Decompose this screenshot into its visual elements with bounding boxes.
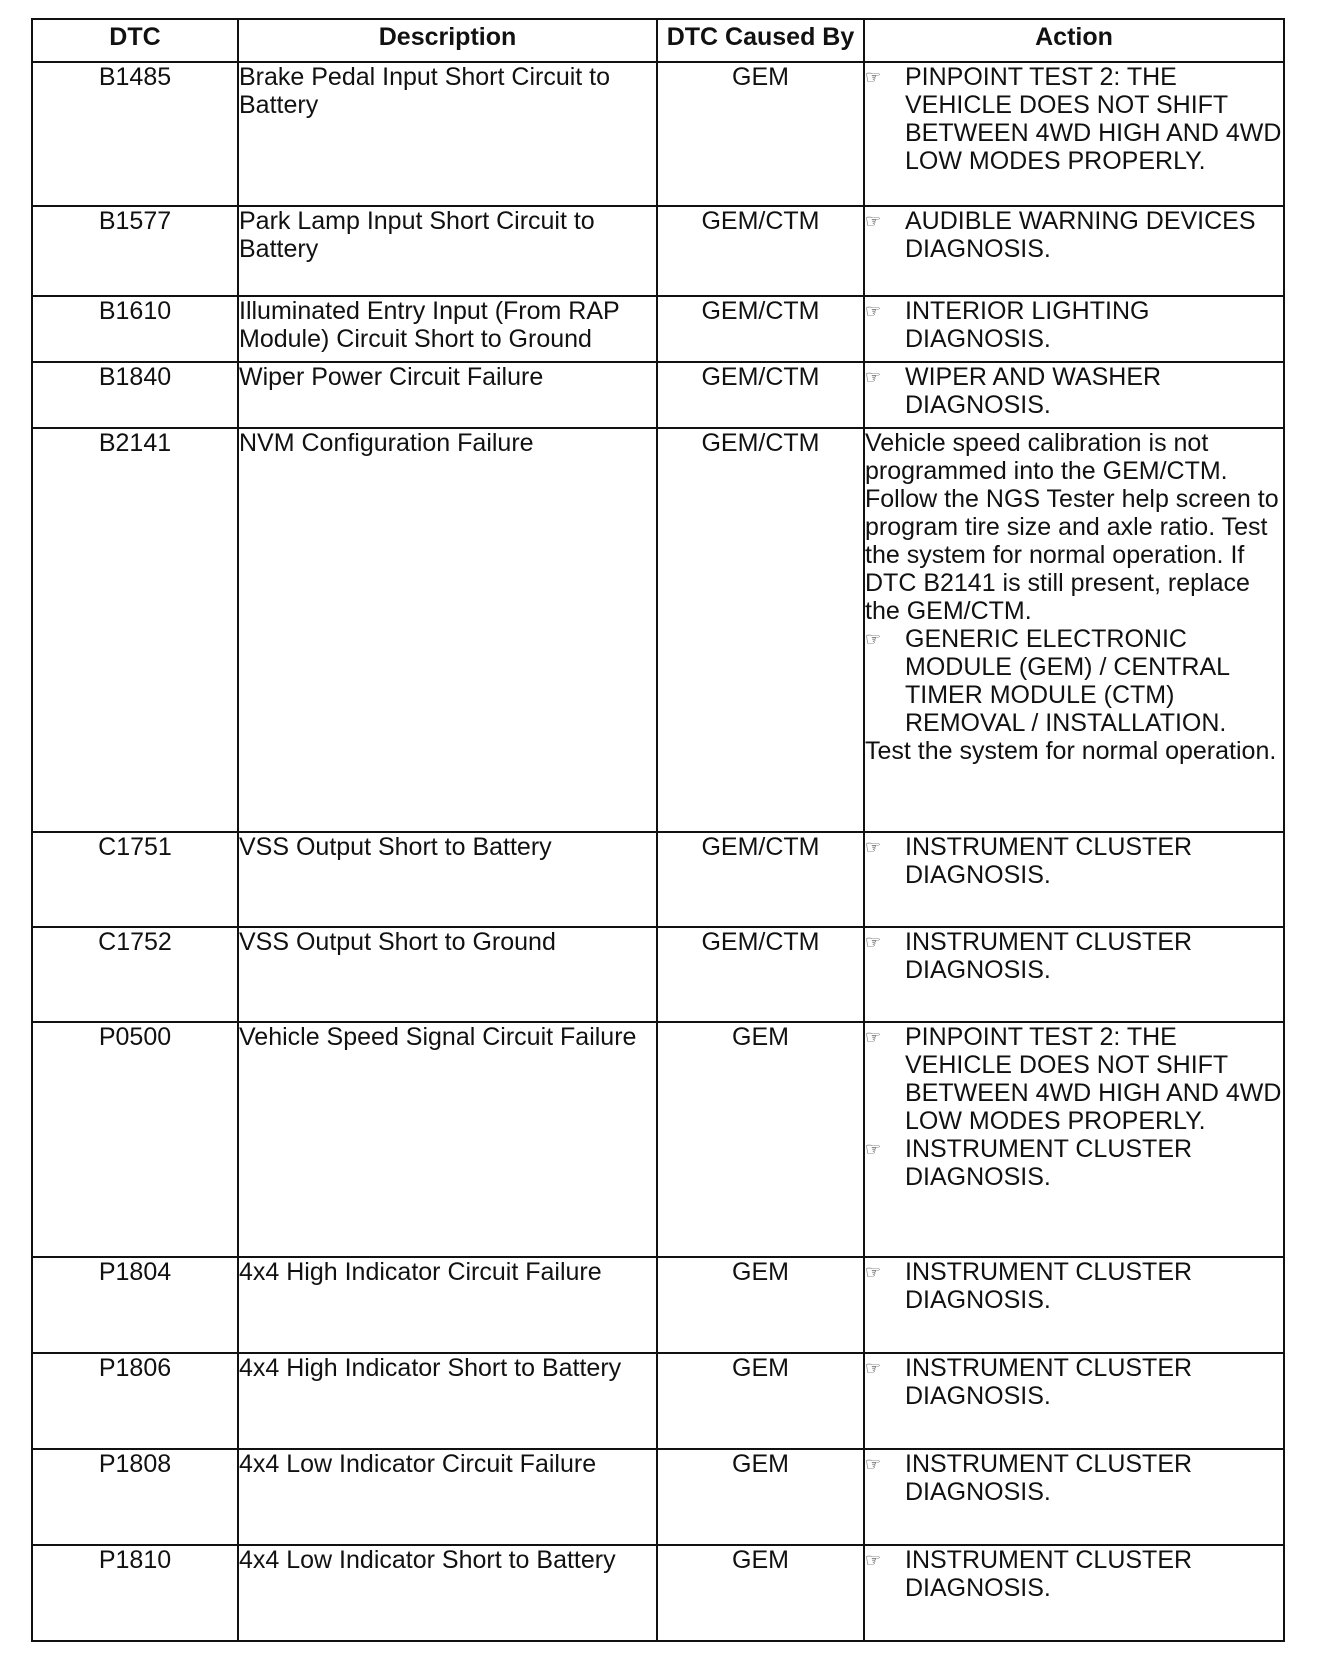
action-text: Vehicle speed calibration is not programmed into the GEM/CTM. Follow the NGS Tester help screen to program tire size and axle ratio. Test the system for normal operation. If DTC B2141 is still present, replace the GEM/CTM. [865,429,1279,625]
table-row [32,62,1284,206]
dtc-action [864,362,1284,428]
dtc-caused-by: GEM [657,62,864,206]
action-reference[interactable] [865,1354,1283,1410]
dtc-description: VSS Output Short to Ground [238,927,657,1022]
table-row [32,1022,1284,1257]
dtc-description: Wiper Power Circuit Failure [238,362,657,428]
table-row [32,927,1284,1022]
action-reference-text: INSTRUMENT CLUSTER DIAGNOSIS. [905,928,1193,984]
pointing-hand-icon: ☞ [865,1358,882,1378]
dtc-code: B1577 [32,206,238,296]
pointing-hand-icon: ☞ [865,629,882,649]
action-reference[interactable] [865,297,1283,353]
dtc-caused-by: GEM/CTM [657,428,864,832]
pointing-hand-icon: ☞ [865,837,882,857]
dtc-code: P1810 [32,1545,238,1641]
dtc-description: Brake Pedal Input Short Circuit to Battery [238,62,657,206]
table-row [32,1353,1284,1449]
dtc-code: B1485 [32,62,238,206]
column-header-description: Description [238,19,657,62]
dtc-caused-by: GEM/CTM [657,832,864,927]
table-row [32,832,1284,927]
action-reference-text: AUDIBLE WARNING DEVICES DIAGNOSIS. [905,207,1256,263]
action-reference-text: INSTRUMENT CLUSTER DIAGNOSIS. [905,833,1193,889]
dtc-code: B1840 [32,362,238,428]
dtc-description: Vehicle Speed Signal Circuit Failure [238,1022,657,1257]
dtc-description: VSS Output Short to Battery [238,832,657,927]
action-reference[interactable] [865,63,1283,175]
pointing-hand-icon: ☞ [865,67,882,87]
dtc-description: 4x4 High Indicator Short to Battery [238,1353,657,1449]
action-reference[interactable] [865,1023,1283,1135]
pointing-hand-icon: ☞ [865,932,882,952]
pointing-hand-icon: ☞ [865,1262,882,1282]
dtc-code: B2141 [32,428,238,832]
table-row [32,1545,1284,1641]
action-reference-text: INSTRUMENT CLUSTER DIAGNOSIS. [905,1258,1193,1314]
dtc-description: 4x4 Low Indicator Short to Battery [238,1545,657,1641]
dtc-action [864,1257,1284,1353]
action-reference[interactable] [865,363,1283,419]
table-row [32,428,1284,832]
table-row [32,1257,1284,1353]
pointing-hand-icon: ☞ [865,1139,882,1159]
dtc-action [864,1022,1284,1257]
action-reference-text: PINPOINT TEST 2: THE VEHICLE DOES NOT SHIFT BETWEEN 4WD HIGH AND 4WD LOW MODES PROPERLY. [905,63,1282,175]
action-reference-text: PINPOINT TEST 2: THE VEHICLE DOES NOT SHIFT BETWEEN 4WD HIGH AND 4WD LOW MODES PROPERLY. [905,1023,1282,1135]
column-header-caused-by: DTC Caused By [657,19,864,62]
dtc-caused-by: GEM [657,1545,864,1641]
dtc-code: P1804 [32,1257,238,1353]
dtc-description: Illuminated Entry Input (From RAP Module) Circuit Short to Ground [238,296,657,362]
pointing-hand-icon: ☞ [865,367,882,387]
dtc-action [864,428,1284,832]
action-reference[interactable] [865,1135,1283,1191]
dtc-caused-by: GEM/CTM [657,927,864,1022]
action-reference[interactable] [865,928,1283,984]
dtc-table [31,18,1285,1642]
dtc-caused-by: GEM/CTM [657,296,864,362]
dtc-code: C1751 [32,832,238,927]
action-reference-text: INSTRUMENT CLUSTER DIAGNOSIS. [905,1450,1193,1506]
action-text: Test the system for normal operation. [865,737,1277,765]
action-reference-text: INSTRUMENT CLUSTER DIAGNOSIS. [905,1546,1193,1602]
action-reference-text: INSTRUMENT CLUSTER DIAGNOSIS. [905,1135,1193,1191]
dtc-code: B1610 [32,296,238,362]
action-reference[interactable] [865,1546,1283,1602]
dtc-caused-by: GEM/CTM [657,206,864,296]
dtc-action [864,206,1284,296]
action-reference[interactable] [865,833,1283,889]
pointing-hand-icon: ☞ [865,301,882,321]
column-header-dtc: DTC [32,19,238,62]
dtc-caused-by: GEM/CTM [657,362,864,428]
dtc-code: P1806 [32,1353,238,1449]
dtc-action [864,1449,1284,1545]
pointing-hand-icon: ☞ [865,1550,882,1570]
action-reference[interactable] [865,1258,1283,1314]
dtc-action [864,296,1284,362]
table-row [32,362,1284,428]
table-row [32,206,1284,296]
dtc-action [864,927,1284,1022]
dtc-caused-by: GEM [657,1257,864,1353]
dtc-action [864,832,1284,927]
pointing-hand-icon: ☞ [865,1454,882,1474]
dtc-description: NVM Configuration Failure [238,428,657,832]
pointing-hand-icon: ☞ [865,1027,882,1047]
table-row [32,296,1284,362]
action-reference[interactable] [865,1450,1283,1506]
dtc-action [864,1545,1284,1641]
dtc-caused-by: GEM [657,1022,864,1257]
dtc-caused-by: GEM [657,1353,864,1449]
action-reference-text: INTERIOR LIGHTING DIAGNOSIS. [905,297,1150,353]
table-row [32,1449,1284,1545]
action-reference[interactable] [865,207,1283,263]
dtc-description: 4x4 High Indicator Circuit Failure [238,1257,657,1353]
action-reference-text: GENERIC ELECTRONIC MODULE (GEM) / CENTRAL TIMER MODULE (CTM) REMOVAL / INSTALLATION. [905,625,1230,737]
dtc-code: P1808 [32,1449,238,1545]
dtc-description: 4x4 Low Indicator Circuit Failure [238,1449,657,1545]
dtc-action [864,1353,1284,1449]
column-header-action: Action [864,19,1284,62]
table-header-row [32,19,1284,62]
dtc-caused-by: GEM [657,1449,864,1545]
dtc-code: C1752 [32,927,238,1022]
action-reference-text: WIPER AND WASHER DIAGNOSIS. [905,363,1162,419]
pointing-hand-icon: ☞ [865,211,882,231]
dtc-code: P0500 [32,1022,238,1257]
action-reference-text: INSTRUMENT CLUSTER DIAGNOSIS. [905,1354,1193,1410]
dtc-action [864,62,1284,206]
action-reference[interactable] [865,625,1283,737]
dtc-description: Park Lamp Input Short Circuit to Battery [238,206,657,296]
